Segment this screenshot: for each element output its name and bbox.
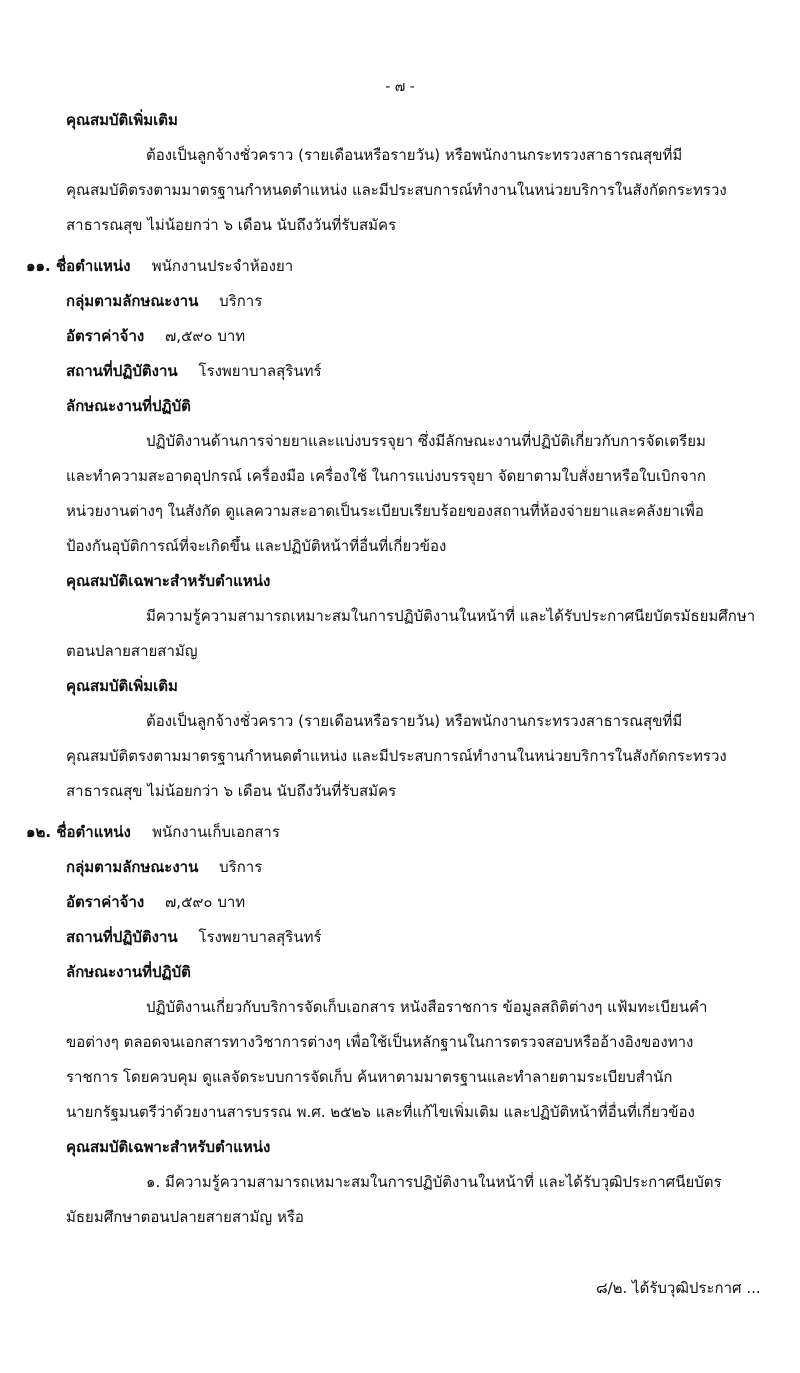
- paragraph-line: หน่วยงานต่างๆ ในสังกัด ดูแลความสะอาดเป็นระเบียบเรียบร้อยของสถานที่ห้องจ่ายยาและคลังยาเพื่อ: [66, 502, 704, 520]
- paragraph-line: ขอต่างๆ ตลอดจนเอกสารทางวิชาการต่างๆ เพื่อใช้เป็นหลักฐานในการตรวจสอบหรืออ้างอิงของทาง: [66, 1033, 694, 1051]
- workplace-value: โรงพยาบาลสุรินทร์: [198, 362, 322, 380]
- paragraph-line: และทำความสะอาดอุปกรณ์ เครื่องมือ เครื่องใช้ ในการแบ่งบรรจุยา จัดยาตามใบสั่งยาหรือใบเบิกจาก: [66, 467, 706, 485]
- section-heading-extra-qualifications: คุณสมบัติเพิ่มเติม: [66, 677, 178, 695]
- position-name-value: พนักงานเก็บเอกสาร: [152, 823, 280, 841]
- wage-row: [66, 892, 245, 912]
- position-number: ๑๒.: [26, 823, 52, 841]
- paragraph-line: คุณสมบัติตรงตามมาตรฐานกำหนดตำแหน่ง และมีประสบการณ์ทำงานในหน่วยบริการในสังกัดกระทรวง: [66, 181, 727, 199]
- paragraph-line: มัธยมศึกษาตอนปลายสายสามัญ หรือ: [66, 1208, 304, 1226]
- paragraph-line: ๑. มีความรู้ความสามารถเหมาะสมในการปฏิบัติงานในหน้าที่ และได้รับวุฒิประกาศนียบัตร: [146, 1173, 722, 1191]
- position-name-label: ชื่อตำแหน่ง: [55, 257, 131, 275]
- wage-label: อัตราค่าจ้าง: [66, 893, 145, 911]
- position-12-header: [26, 822, 280, 842]
- paragraph-line: มีความรู้ความสามารถเหมาะสมในการปฏิบัติงานในหน้าที่ และได้รับประกาศนียบัตรมัธยมศึกษา: [146, 607, 756, 625]
- workplace-row: [66, 927, 322, 947]
- page-continuation-note: ๘/๒. ได้รับวุฒิประกาศ ...: [596, 1279, 761, 1297]
- workplace-value: โรงพยาบาลสุรินทร์: [198, 928, 322, 946]
- paragraph-line: สาธารณสุข ไม่น้อยกว่า ๖ เดือน นับถึงวันที่รับสมัคร: [66, 216, 397, 234]
- work-group-row: [66, 857, 262, 877]
- page-number: - ๗ -: [385, 79, 415, 95]
- paragraph-line: ป้องกันอุบัติการณ์ที่จะเกิดขึ้น และปฏิบัติหน้าที่อื่นที่เกี่ยวข้อง: [66, 537, 447, 555]
- paragraph-line: ปฏิบัติงานเกี่ยวกับบริการจัดเก็บเอกสาร หนังสือราชการ ข้อมูลสถิติต่างๆ แฟ้มทะเบียนคำ: [146, 998, 708, 1016]
- paragraph-line: นายกรัฐมนตรีว่าด้วยงานสารบรรณ พ.ศ. ๒๕๒๖ และที่แก้ไขเพิ่มเติม และปฏิบัติหน้าที่อื่นที่เกี่ยวข้อง: [66, 1103, 695, 1121]
- paragraph-line: ราชการ โดยควบคุม ดูแลจัดระบบการจัดเก็บ ค้นหาตามมาตรฐานและทำลายตามระเบียบสำนัก: [66, 1068, 673, 1086]
- position-11-header: [26, 256, 293, 276]
- work-group-value: บริการ: [219, 858, 263, 876]
- work-group-value: บริการ: [219, 292, 263, 310]
- spec-heading: คุณสมบัติเฉพาะสำหรับตำแหน่ง: [66, 572, 271, 590]
- workplace-label: สถานที่ปฏิบัติงาน: [66, 362, 178, 380]
- paragraph-line: สาธารณสุข ไม่น้อยกว่า ๖ เดือน นับถึงวันที่รับสมัคร: [66, 782, 397, 800]
- wage-value: ๗,๕๙๐ บาท: [165, 893, 246, 911]
- work-group-label: กลุ่มตามลักษณะงาน: [66, 292, 199, 310]
- paragraph-line: ตอนปลายสายสามัญ: [66, 642, 198, 660]
- position-name-value: พนักงานประจำห้องยา: [151, 257, 294, 275]
- wage-row: [66, 326, 245, 346]
- spec-heading: คุณสมบัติเฉพาะสำหรับตำแหน่ง: [66, 1138, 271, 1156]
- position-number: ๑๑.: [26, 257, 51, 275]
- wage-label: อัตราค่าจ้าง: [66, 327, 145, 345]
- paragraph-line: ต้องเป็นลูกจ้างชั่วคราว (รายเดือนหรือรายวัน) หรือพนักงานกระทรวงสาธารณสุขที่มี: [146, 712, 683, 730]
- duty-heading: ลักษณะงานที่ปฏิบัติ: [66, 397, 191, 415]
- duty-heading: ลักษณะงานที่ปฏิบัติ: [66, 963, 191, 981]
- wage-value: ๗,๕๙๐ บาท: [165, 327, 246, 345]
- workplace-label: สถานที่ปฏิบัติงาน: [66, 928, 178, 946]
- paragraph-line: ต้องเป็นลูกจ้างชั่วคราว (รายเดือนหรือรายวัน) หรือพนักงานกระทรวงสาธารณสุขที่มี: [146, 146, 683, 164]
- workplace-row: [66, 361, 322, 381]
- position-name-label: ชื่อตำแหน่ง: [56, 823, 131, 841]
- section-heading-extra-qualifications: คุณสมบัติเพิ่มเติม: [66, 111, 178, 129]
- paragraph-line: ปฏิบัติงานด้านการจ่ายยาและแบ่งบรรจุยา ซึ่งมีลักษณะงานที่ปฏิบัติเกี่ยวกับการจัดเตรียม: [146, 432, 706, 450]
- paragraph-line: คุณสมบัติตรงตามมาตรฐานกำหนดตำแหน่ง และมีประสบการณ์ทำงานในหน่วยบริการในสังกัดกระทรวง: [66, 747, 727, 765]
- work-group-label: กลุ่มตามลักษณะงาน: [66, 858, 199, 876]
- work-group-row: [66, 291, 262, 311]
